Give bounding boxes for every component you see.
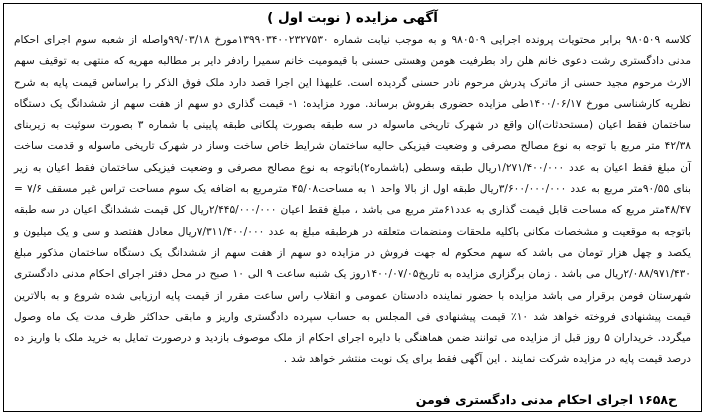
notice-body: کلاسه ۹۸۰۵۰۹ برابر محتویات پرونده اجرایی ۹۸۰۵۰۹ و به موجب نیابت شماره ۱۳۹۹۰۳۴۰۰۲۳۲۷۵۳۰مورخ ۹۹/۰۳/۱۸واصله از شعبه سوم اجرای احکام مدنی دادگستری رشت دعوی خانم هلن راد بطرفیت هومن وهستی حسنی با قیمومیت خانم سمیرا رادفر دایر بر مطالبه مهریه که منتهی به توقیف سهم الارث مرحوم مجید حسنی از ماترک پدرش مرحوم نادر حسنی گردیده است. علیهذا این اجرا قصد دارد ملک فوق الذکر را براساس قیمت پایه به شرح نظریه کارشناسی مورخ ۱۴۰۰/۰۶/۱۷طی مزایده حضوری بفروش برساند. مورد مزایده: ۱- قیمت گذاری دو سهم از هفت سهم از ششدانگ یک دستگاه ساختمان فقط اعیان (مستحدثات)ان واقع در شهرک تاریخی ماسوله در سه طبقه بصورت پلکانی طبقه پایینی با شماره ۳ بصورت سوئیت به زیربنای ۴۲/۳۸ متر مربع با توجه به نوع مصالح مصرفی و وضعیت فیزیکی حالیه ساختمان شرایط خاص ساخت وساز در شهرک تاریخی ماسوله و قدمت ساخت آن مبلغ فقط اعیان به عدد ۱/۲۷۱/۴۰۰/۰۰۰ریال طبقه وسطی (باشماره۲)باتوجه به نوع مصالح مصرفی و وضعیت فیزیکی ساختمان فقط اعیان به زیر بنای ۹۰/۵۵متر مربع به عدد ۳/۶۰۰/۰۰۰/۰۰۰ریال طبقه اول از بالا واحد ۱ به مساحت۴۵/۰۸ مترمربع به اضافه یک سوم مساحت تراس غیر مسقف ۷/۶ = ۴۸/۴۷متر مربع که مساحت قابل قیمت گذاری به عدد۶۱متر مربع می باشد ، مبلغ فقط اعیان ۲/۴۴۵/۰۰۰/۰۰۰ریال کل قیمت ششدانگ اعیان در سه طبقه باتوجه به موقعیت و مشخصات مکانی باکلیه ملحقات ومنضمات متعلقه در هرطبقه مبلغ به عدد ۷/۳۱۱/۴۰۰/۰۰۰ریال معادل هفتصد و سی و یک میلیون و یکصد و چهل هزار تومان می باشد که سهم محکوم له جهت فروش در مزایده دو سهم از هفت سهم از ششدانگ یک دستگاه ساختمان مذکور مبلغ ۲/۰۸۸/۹۷۱/۴۳۰ریال می باشد . زمان برگزاری مزایده به تاریخ۱۴۰۰/۰۷/۰۵روز یک شنبه ساعت ۹ الی ۱۰ صبح در محل دفتر اجرای احکام مدنی دادگستری شهرستان فومن برقرار می باشد مزایده با حضور نماینده دادستان عمومی و انقلاب راس ساعت مقرر از قیمت پایه ارزیابی شده شروع و به بالاترین قیمت پیشنهادی فروخته خواهد شد ۱۰٪ قیمت پیشنهادی فی المجلس به حساب سپرده دادگستری واریز و مابقی حداکثر ظرف مدت یک ماه وصول میگردد. خریداران ۵ روز قبل از مزایده می توانند ضمن هماهنگی با دایره اجرای احکام از ملک موصوف بازدید و درصورت تمایل به خرید ملک با واریز ده درصد قیمت پایه در مزایده شرکت نمایند . این آگهی فقط برای یک نوبت منتشر خواهد شد .: [14, 34, 692, 366]
notice-frame: [3, 3, 702, 412]
notice-title: آگهی مزایده ( نوبت اول ): [267, 10, 438, 26]
notice-signature: ح۱۶۵۸ اجرای احکام مدنی دادگستری فومن: [415, 392, 677, 407]
